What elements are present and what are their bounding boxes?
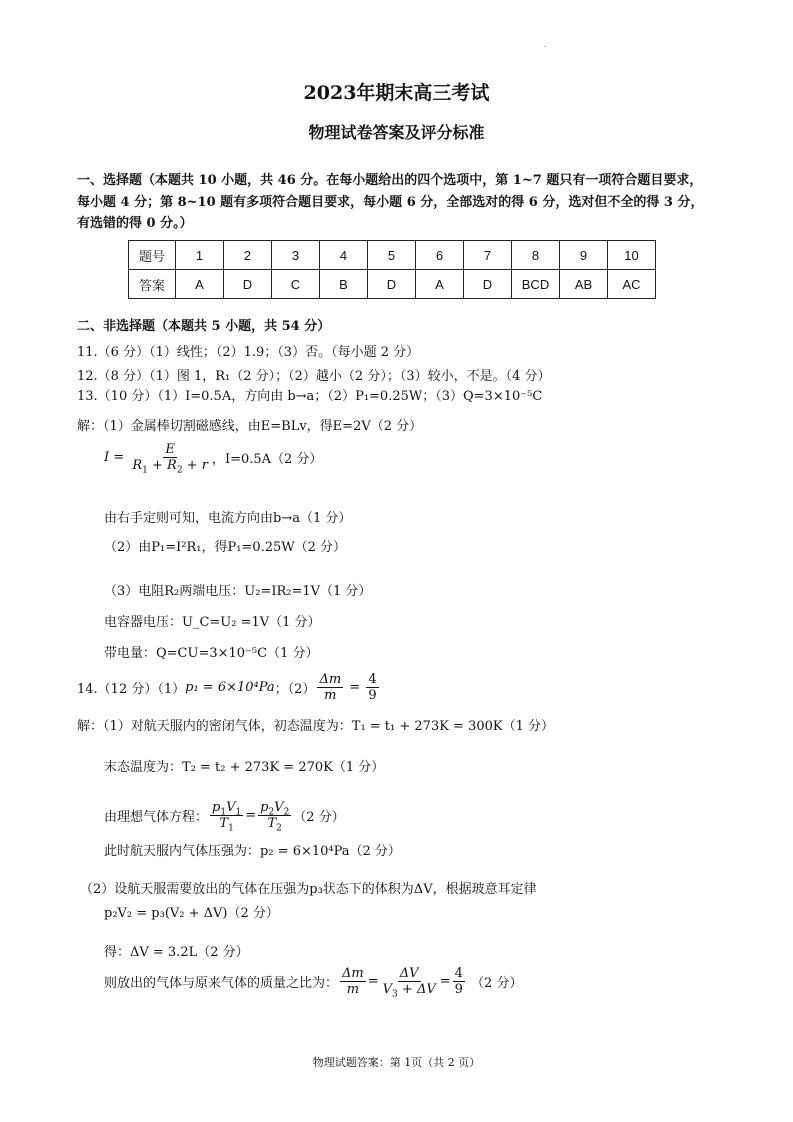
q13-solution-line6: 电容器电压：U_C=U₂ =1V（1 分） — [104, 615, 321, 630]
q14-pressure: p₁ = 6×10⁴Pa — [185, 680, 275, 695]
table-cell: 4 — [320, 241, 368, 270]
q13-solution-line4: （2）由P₁=I²R₁，得P₁=0.25W（2 分） — [104, 540, 347, 555]
table-cell: 3 — [272, 241, 320, 270]
q14-ratio-tail: （2 分） — [471, 976, 523, 991]
section1-line2: 每小题 4 分；第 8~10 题有多项符合题目要求，每小题 6 分，全部选对的得 6 分，选对但不全的得 3 分， — [77, 195, 704, 210]
q14-solution-line4: 此时航天服内气体压强为：p₂ = 6×10⁴Pa（2 分） — [104, 844, 401, 859]
q14-gas-head: 由理想气体方程： — [104, 810, 209, 825]
q14-gas-equation: 由理想气体方程： $\frac{p_1V_1}{T_1}$ = $\frac{p_2V_2}{T_2}$ （2 分） — [104, 800, 345, 834]
answer-table — [128, 240, 656, 299]
table-cell: D — [224, 270, 272, 299]
fraction: $\frac{\Delta V}{V_3 + \Delta V}$ — [382, 966, 436, 1000]
fraction: $\frac{E}{R_1 + R_2 + r}$ — [132, 442, 208, 476]
q14-solution-line2: 末态温度为：T₂ = t₂ + 273K = 270K（1 分） — [104, 760, 385, 775]
section1-line1: 一、选择题（本题共 10 小题，共 46 分。在每小题给出的四个选项中，第 1~7 题只有一项符合题目要求， — [77, 173, 703, 188]
page-footer: 物理试题答案：第 1页（共 2 页） — [312, 1056, 481, 1069]
table-cell: A — [416, 270, 464, 299]
q13-solution-line3: 由右手定则可知，电流方向由b→a（1 分） — [104, 511, 352, 526]
table-cell: A — [176, 270, 224, 299]
table-header-number: 题号 — [129, 241, 176, 270]
q13-solution-line1: 解：（1）金属棒切割磁感线，由E=BLv，得E=2V（2 分） — [77, 419, 423, 434]
table-header-answer: 答案 — [129, 270, 176, 299]
q13-answer: 13.（10 分）（1）I=0.5A，方向由 b→a；（2）P₁=0.25W；（3）Q=3×10⁻⁵C — [77, 389, 543, 404]
q14-ratio-head: 则放出的气体与原来气体的质量之比为： — [104, 976, 339, 991]
q14-solution-line1: 解：（1）对航天服内的密闭气体，初态温度为：T₁ = t₁ + 273K = 300K（1 分） — [77, 719, 555, 734]
table-cell: BCD — [512, 270, 560, 299]
q14-head: 14.（12 分）（1） — [77, 682, 186, 697]
table-cell: 6 — [416, 241, 464, 270]
q12-answer: 12.（8 分）（1）图 1，R₁（2 分）；（2）越小（2 分）；（3）较小，不是。（4 分） — [77, 369, 551, 384]
q14-solution-line5: （2）设航天服需要放出的气体在压强为p₃状态下的体积为ΔV，根据玻意耳定律 — [80, 882, 537, 897]
table-cell: AB — [560, 270, 608, 299]
q14-solution-line7: 得：ΔV = 3.2L（2 分） — [104, 945, 249, 960]
table-cell: C — [272, 270, 320, 299]
table-row-numbers — [129, 241, 656, 270]
table-cell: 9 — [560, 241, 608, 270]
fraction: $\frac{\Delta m}{m}$ — [342, 966, 364, 997]
table-cell: D — [464, 270, 512, 299]
q13-current-result: ，I=0.5A（2 分） — [211, 452, 323, 467]
q11-answer: 11.（6 分）（1）线性；（2）1.9；（3）否。（每小题 2 分） — [77, 345, 420, 360]
table-cell: 10 — [608, 241, 656, 270]
fraction: $\frac{p_1V_1}{T_1}$ — [212, 800, 242, 834]
page-title: 2023年期末高三考试 — [303, 82, 490, 104]
table-cell: 5 — [368, 241, 416, 270]
q13-solution-line5: （3）电阻R₂两端电压：U₂=IR₂=1V（1 分） — [104, 584, 372, 599]
table-cell: 2 — [224, 241, 272, 270]
table-cell: 7 — [464, 241, 512, 270]
table-cell: 1 — [176, 241, 224, 270]
ratio-value-fraction: $\frac{4}{9}$ — [368, 672, 377, 703]
q14-solution-line6: p₂V₂ = p₃(V₂ + ΔV)（2 分） — [104, 906, 279, 921]
q14-mass-ratio-equation: 则放出的气体与原来气体的质量之比为： $\frac{\Delta m}{m}$ = $\frac{\Delta V}{V_3 + \Delta V}$ = $\frac{4}{9}$ （2 分） — [104, 966, 523, 1000]
q14-mid: ；（2） — [274, 682, 316, 697]
page-subtitle: 物理试卷答案及评分标准 — [308, 123, 485, 142]
fraction: $\frac{p_2V_2}{T_2}$ — [260, 800, 290, 834]
table-cell: 8 — [512, 241, 560, 270]
table-cell: D — [368, 270, 416, 299]
fraction: $\frac{4}{9}$ — [454, 966, 463, 997]
table-row-answers — [129, 270, 656, 299]
q13-current-equation: I = $\frac{E}{R_1 + R_2 + r}$ ，I=0.5A（2 分） — [104, 442, 323, 476]
q13-solution-line7: 带电量：Q=CU=3×10⁻⁵C（1 分） — [104, 646, 319, 661]
table-cell: AC — [608, 270, 656, 299]
q14-gas-tail: （2 分） — [293, 810, 345, 825]
mass-ratio-fraction: $\frac{\Delta m}{m}$ — [319, 672, 342, 703]
section1-line3: 有选错的得 0 分。） — [77, 216, 193, 231]
section2-heading: 二、非选择题（本题共 5 小题，共 54 分） — [77, 319, 331, 334]
speck: · — [544, 44, 546, 51]
q14-answer: 14.（12 分）（1） p₁ = 6×10⁴Pa ；（2） $\frac{\Delta m}{m}$ = $\frac{4}{9}$ — [77, 672, 377, 703]
table-cell: B — [320, 270, 368, 299]
